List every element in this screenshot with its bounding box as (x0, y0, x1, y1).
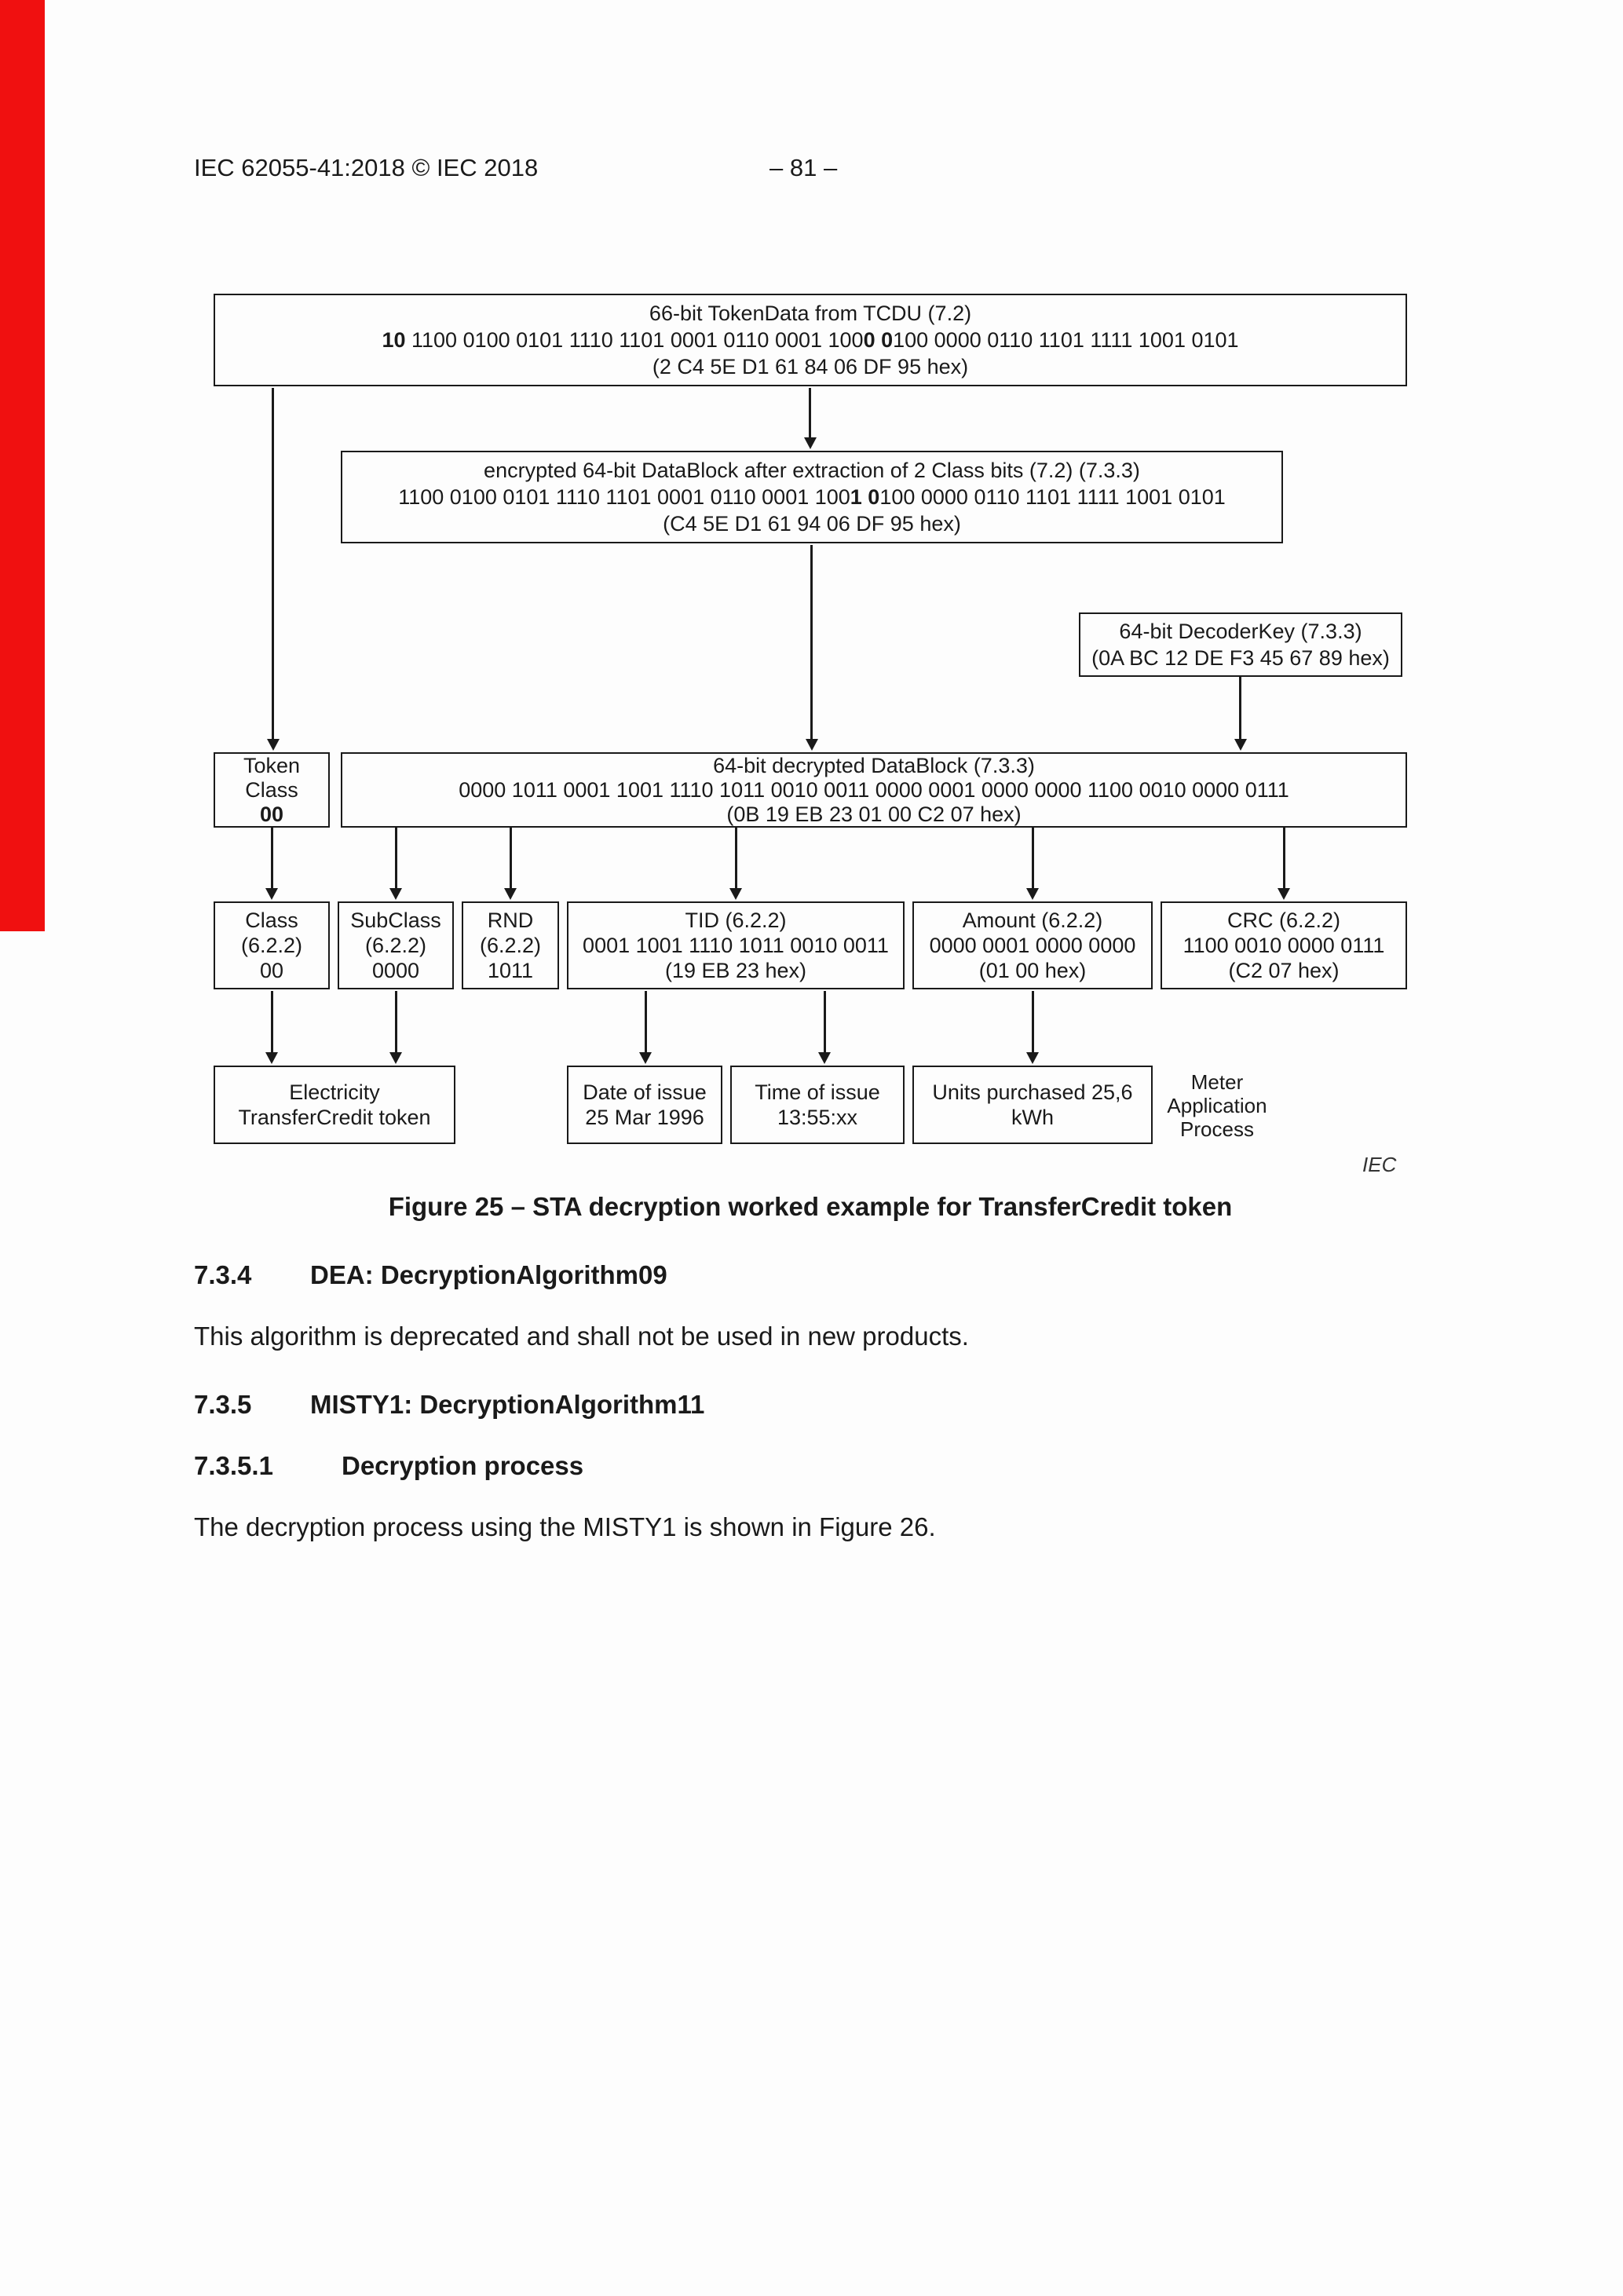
encrypted-datablock-title: encrypted 64-bit DataBlock after extraction of 2 Class bits (7.2) (7.3.3) (484, 459, 1140, 482)
field-rnd-ref: (6.2.2) (479, 934, 542, 957)
section-7-3-4-heading (194, 1260, 667, 1290)
field-crc-hex: (C2 07 hex) (1228, 959, 1340, 982)
output-box-token-type (214, 1066, 455, 1144)
field-subclass-ref: (6.2.2) (364, 934, 427, 957)
tokendata-bits-bold-1: 10 (382, 328, 406, 352)
output-units-line1: Units purchased 25,6 (932, 1080, 1133, 1104)
tokendata-hex: (2 C4 5E D1 61 84 06 DF 95 hex) (652, 355, 969, 378)
field-box-class (214, 901, 330, 989)
arrowhead-tid-to-date (639, 1052, 652, 1064)
arrowhead-to-rnd (504, 888, 517, 900)
arrowhead-tid-to-time (818, 1052, 831, 1064)
section-7-3-4-number: 7.3.4 (194, 1260, 252, 1289)
arrow-line-tid-to-time (824, 991, 826, 1052)
encrypted-bits-bold-1: 1 0 (850, 485, 880, 509)
iec-figure-mark: IEC (1362, 1153, 1397, 1176)
encrypted-datablock-box (341, 451, 1283, 543)
section-7-3-5-1-heading (194, 1451, 583, 1481)
section-7-3-5-1-number: 7.3.5.1 (194, 1451, 273, 1480)
output-token-type-line1: Electricity (289, 1080, 380, 1104)
arrowhead-decoderkey-to-decrypted (1234, 739, 1247, 751)
field-tid-hex: (19 EB 23 hex) (664, 959, 807, 982)
arrowhead-subclass-to-token-type (389, 1052, 402, 1064)
output-units-line2: kWh (1011, 1106, 1054, 1129)
arrow-line-class-to-token-type (271, 991, 273, 1052)
decrypted-datablock-hex: (0B 19 EB 23 01 00 C2 07 hex) (726, 802, 1022, 826)
token-class-line1: Token (243, 753, 301, 777)
decrypted-datablock-box (341, 752, 1407, 828)
field-class-value: 00 (259, 959, 284, 982)
encrypted-bits-seg-2: 100 0000 0110 1101 1111 1001 0101 (879, 485, 1226, 509)
meter-label-line1: Meter (1190, 1070, 1244, 1094)
arrowhead-amount-to-units (1026, 1052, 1039, 1064)
token-class-line2: Class (245, 777, 298, 802)
tokendata-bits-bold-2: 0 0 (863, 328, 894, 352)
output-token-type-line2: TransferCredit token (238, 1106, 431, 1129)
output-box-date-of-issue (567, 1066, 722, 1144)
arrow-line-to-rnd (510, 828, 512, 889)
meter-application-process-label (1154, 1069, 1280, 1142)
field-subclass-value: 0000 (371, 959, 420, 982)
arrowhead-to-amount (1026, 888, 1039, 900)
field-crc-name: CRC (6.2.2) (1226, 909, 1341, 932)
decrypted-datablock-bits: 0000 1011 0001 1001 1110 1011 0010 0011 0000 0001 0000 0000 1100 0010 0000 0111 (459, 777, 1289, 802)
arrowhead-tokendata-to-tokenclass (267, 739, 280, 751)
arrow-line-tokendata-to-encrypted (809, 388, 811, 440)
field-box-tid (567, 901, 905, 989)
token-class-box (214, 752, 330, 828)
decoder-key-title: 64-bit DecoderKey (7.3.3) (1119, 620, 1362, 643)
output-date-line1: Date of issue (583, 1080, 707, 1104)
tokendata-bits-seg-2: 100 0000 0110 1101 1111 1001 0101 (893, 328, 1239, 352)
arrowhead-class-to-token-type (265, 1052, 278, 1064)
field-crc-bits: 1100 0010 0000 0111 (1183, 934, 1385, 957)
token-class-value (215, 803, 328, 827)
field-amount-bits: 0000 0001 0000 0000 (929, 934, 1136, 957)
field-class-ref: (6.2.2) (240, 934, 303, 957)
output-time-line2: 13:55:xx (777, 1106, 858, 1129)
output-date-line2: 25 Mar 1996 (585, 1106, 704, 1129)
arrow-line-to-subclass (395, 828, 397, 889)
tokendata-bits (215, 327, 1406, 353)
field-rnd-name: RND (487, 909, 534, 932)
output-box-units-purchased (912, 1066, 1153, 1144)
field-tid-name: TID (6.2.2) (685, 909, 787, 932)
section-7-3-5-1-title: Decryption process (342, 1451, 584, 1480)
left-margin-red-stripe (0, 0, 45, 931)
field-rnd-value: 1011 (487, 959, 534, 982)
arrow-line-encrypted-to-decrypted (810, 545, 813, 740)
field-box-subclass (338, 901, 454, 989)
arrow-line-amount-to-units (1032, 991, 1034, 1052)
encrypted-datablock-bits (342, 484, 1281, 510)
arrow-line-decoderkey-to-decrypted (1239, 677, 1241, 740)
decrypted-datablock-title: 64-bit decrypted DataBlock (7.3.3) (713, 753, 1035, 777)
output-time-line1: Time of issue (755, 1080, 880, 1104)
page-number: – 81 – (769, 154, 838, 181)
token-class-value-text: 00 (259, 802, 284, 826)
meter-label-line2: Application (1167, 1094, 1267, 1117)
field-class-name: Class (245, 909, 298, 932)
arrowhead-to-tid (729, 888, 742, 900)
section-7-3-4-body: This algorithm is deprecated and shall not be used in new products. (194, 1322, 969, 1351)
field-box-rnd (462, 901, 559, 989)
figure-caption: Figure 25 – STA decryption worked example for TransferCredit token (388, 1192, 1233, 1221)
arrow-line-to-tid (735, 828, 737, 889)
arrowhead-encrypted-to-decrypted (806, 739, 818, 751)
field-subclass-name: SubClass (350, 909, 441, 932)
meter-label-line3: Process (1180, 1117, 1254, 1141)
arrowhead-to-subclass (389, 888, 402, 900)
doc-reference: IEC 62055-41:2018 © IEC 2018 (194, 154, 539, 181)
section-7-3-5-heading (194, 1390, 704, 1420)
field-amount-hex: (01 00 hex) (978, 959, 1087, 982)
section-7-3-4-title: DEA: DecryptionAlgorithm09 (310, 1260, 667, 1289)
encrypted-bits-seg-1: 1100 0100 0101 1110 1101 0001 0110 0001 100 (398, 485, 850, 509)
encrypted-datablock-hex: (C4 5E D1 61 94 06 DF 95 hex) (663, 512, 961, 536)
arrowhead-to-crc (1278, 888, 1290, 900)
arrowhead-tokendata-to-encrypted (804, 437, 817, 449)
field-box-amount (912, 901, 1153, 989)
arrowhead-to-class (265, 888, 278, 900)
section-7-3-5-1-body: The decryption process using the MISTY1 is shown in Figure 26. (194, 1512, 936, 1541)
arrow-line-tid-to-date (645, 991, 647, 1052)
arrow-line-to-amount (1032, 828, 1034, 889)
tokendata-title: 66-bit TokenData from TCDU (7.2) (649, 302, 972, 325)
arrow-line-tokendata-to-tokenclass (272, 388, 274, 740)
tokendata-box (214, 294, 1407, 386)
decoder-key-hex: (0A BC 12 DE F3 45 67 89 hex) (1091, 646, 1390, 670)
output-box-time-of-issue (730, 1066, 905, 1144)
field-tid-bits: 0001 1001 1110 1011 0010 0011 (583, 934, 889, 957)
decoder-key-box (1079, 612, 1402, 677)
arrow-line-to-crc (1283, 828, 1285, 889)
field-amount-name: Amount (6.2.2) (962, 909, 1103, 932)
arrow-line-subclass-to-token-type (395, 991, 397, 1052)
arrow-line-to-class (271, 828, 273, 889)
section-7-3-5-number: 7.3.5 (194, 1390, 252, 1419)
field-box-crc (1161, 901, 1407, 989)
tokendata-bits-seg-1: 1100 0100 0101 1110 1101 0001 0110 0001 100 (405, 328, 864, 352)
section-7-3-5-title: MISTY1: DecryptionAlgorithm11 (310, 1390, 705, 1419)
